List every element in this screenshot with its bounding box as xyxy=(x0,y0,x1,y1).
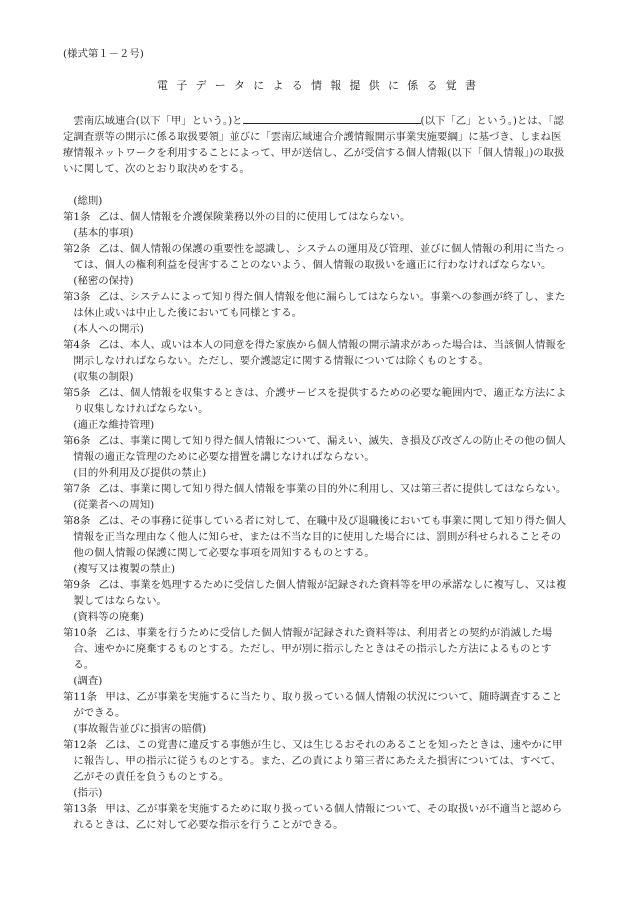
article-heading: (基本的事項) xyxy=(73,227,134,239)
article-text: 乙は、事業を処理するために受信した個人情報が記録された資料等を甲の承諾なしに複写し、又は複製してはならない。 xyxy=(73,579,567,607)
article-number: 第5条 xyxy=(63,387,91,399)
article-number: 第8条 xyxy=(63,515,91,527)
article-body xyxy=(63,689,570,721)
article-heading: (複写又は複製の禁止) xyxy=(73,563,176,575)
article-body xyxy=(63,209,570,225)
article-text: 乙は、個人情報を収集するときは、介護サービスを提供するための必要な範囲内で、適正な方法により収集しなければならない。 xyxy=(73,387,567,415)
article-body xyxy=(63,337,570,369)
article-body xyxy=(63,577,570,609)
article-number: 第2条 xyxy=(63,243,91,255)
article-heading: (従業者への周知) xyxy=(73,499,155,511)
article-number: 第9条 xyxy=(63,579,91,591)
article-body xyxy=(63,385,570,417)
article-number: 第11条 xyxy=(63,691,98,703)
article-text: 乙は、個人情報を介護保険業務以外の目的に使用してはならない。 xyxy=(98,211,411,223)
article-body xyxy=(63,513,570,561)
article-text: 乙は、本人、或いは本人の同意を得た家族から個人情報の開示請求があった場合は、当該個人情報を開示しなければならない。ただし、要介護認定に関する情報については除くものとする。 xyxy=(73,339,567,367)
article-heading: (収集の制限) xyxy=(73,371,134,383)
article-heading: (総則) xyxy=(73,195,103,207)
article-text: 乙は、事業に関して知り得た個人情報について、漏えい、滅失、き損及び改ざんの防止その他の個人情報の適正な管理のために必要な措置を講じなければならない。 xyxy=(73,435,566,463)
article-body xyxy=(63,241,570,273)
article-body xyxy=(63,801,570,833)
article-heading: (指示) xyxy=(73,787,103,799)
party-name-blank xyxy=(243,112,421,124)
articles-list xyxy=(63,193,570,833)
article-number: 第4条 xyxy=(63,339,91,351)
article-heading: (資料等の廃棄) xyxy=(73,611,144,623)
document-title: 電子データによる情報提供に係る覚書 xyxy=(157,79,485,92)
article-number: 第1条 xyxy=(63,211,91,223)
article-text: 乙は、システムによって知り得た個人情報を他に漏らしてはならない。事業への参画が終了し、または休止或いは中止した後においても同様とする。 xyxy=(73,291,566,319)
article-number: 第6条 xyxy=(63,435,91,447)
article-number: 第7条 xyxy=(63,483,91,495)
article-number: 第3条 xyxy=(63,291,91,303)
article-text: 甲は、乙が事業を実施するに当たり、取り扱っている個人情報の状況について、随時調査することができる。 xyxy=(73,691,563,719)
article-text: 乙は、その事務に従事している者に対して、在職中及び退職後においても事業に関して知り得た個人情報を正当な理由なく他人に知らせ、または不当な目的に使用した場合には、罰則が科せられることその他の個人情報の保護に関して必要な事項を周知するものとする。 xyxy=(73,515,567,559)
article-heading: (事故報告並びに損害の賠償) xyxy=(73,723,207,735)
article-body xyxy=(63,481,570,497)
article-body xyxy=(63,433,570,465)
article-text: 乙は、この覚書に違反する事態が生じ、又は生じるおそれのあることを知ったときは、速やかに甲に報告し、甲の指示に従うものとする。また、乙の責により第三者にあたえた損害については、すべて、乙がその責任を負うものとする。 xyxy=(73,739,563,783)
article-body xyxy=(63,737,570,785)
article-text: 乙は、事業に関して知り得た個人情報を事業の目的外に利用し、又は第三者に提供してはならない。 xyxy=(98,483,567,495)
article-number: 第10条 xyxy=(63,627,98,639)
article-heading: (目的外利用及び提供の禁止) xyxy=(73,467,207,479)
article-number: 第13条 xyxy=(63,803,98,815)
article-body xyxy=(63,289,570,321)
article-number: 第12条 xyxy=(63,739,98,751)
article-heading: (適正な維持管理) xyxy=(73,419,155,431)
article-heading: (本人への開示) xyxy=(73,323,144,335)
intro-part1: 雲南広域連合(以下「甲」という。)と xyxy=(73,115,243,127)
article-text: 乙は、個人情報の保護の重要性を認識し、システムの運用及び管理、並びに個人情報の利用に当たっては、個人の権利利益を侵害することのないよう、個人情報の取扱いを適正に行わなければならない。 xyxy=(73,243,566,271)
intro-paragraph xyxy=(63,112,570,177)
article-text: 乙は、事業を行うために受信した個人情報が記録された資料等は、利用者との契約が消滅した場合、速やかに廃棄するものとする。ただし、甲が別に指示したときはその指示した方法によるものとする。 xyxy=(73,627,553,671)
article-heading: (秘密の保持) xyxy=(73,275,134,287)
form-number: (様式第１－２号) xyxy=(63,48,144,60)
article-text: 甲は、乙が事業を実施するために取り扱っている個人情報について、その取扱いが不適当と認められるときは、乙に対して必要な指示を行うことができる。 xyxy=(73,803,563,831)
intro-part2: (以下「乙」という。)とは、「認定調査票等の開示に係る取扱要領」並びに「雲南広域連合介護情報開示事業実施要綱」に基づき、しまね医療情報ネットワークを利用することによって、甲が送信し、乙が受信する個人情報(以下「個人情報」)の取扱いに関して、次のとおり取決めをする。 xyxy=(63,115,565,175)
article-body xyxy=(63,625,570,673)
article-heading: (調査) xyxy=(73,675,103,687)
